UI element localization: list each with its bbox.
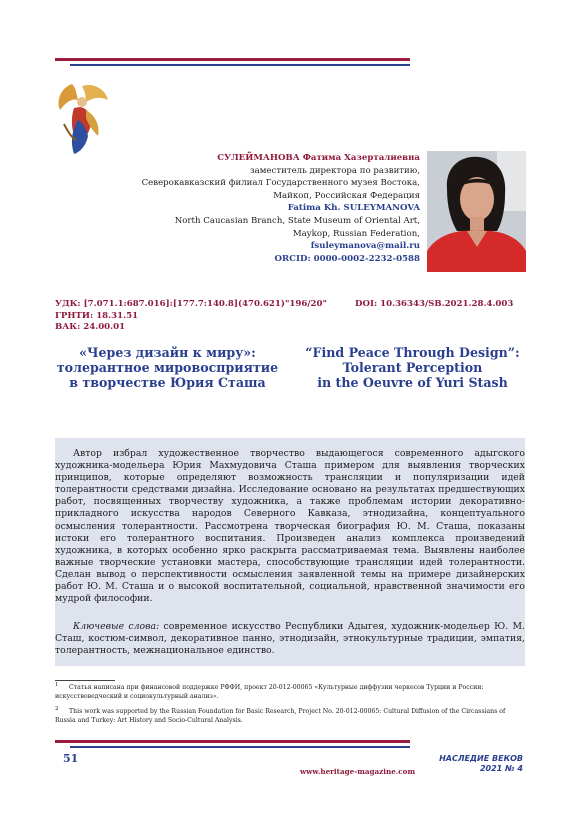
abstract <box>55 448 525 605</box>
footnote-text: This work was supported by the Russian Foundation for Basic Research, Project No. 20-012-00065: Cultural Diffusion of the Circassians of Russia and Turkey: Art History and Socio-Cultural Analysis. <box>55 708 506 724</box>
header-rule-blue <box>70 64 410 66</box>
journal-issue: 2021 № 4 <box>479 764 523 773</box>
footnote-divider <box>55 680 115 681</box>
article-title-ru <box>55 345 280 390</box>
vak-code: ВАК: 24.00.01 <box>55 322 126 332</box>
grnti-code: ГРНТИ: 18.31.51 <box>55 310 139 321</box>
footnote-text: Статья написана при финансовой поддержке РФФИ, проект 20-012-00065 «Культурные диффузии черкесов Турции и России: искусствоведческий и социокультурный анализ». <box>55 684 484 700</box>
title-en-line: “Find Peace Through Design”: <box>305 345 520 360</box>
keywords <box>55 621 525 657</box>
footer-rule-red <box>55 740 410 743</box>
author-org-ru: Северокавказский филиал Государственного музея Востока, <box>141 178 420 189</box>
site-link[interactable]: www.heritage-magazine.com <box>300 767 416 776</box>
keywords-text: современное искусство Республики Адыгея, художник-модельер Ю. М. Сташ, костюм-символ, декоративное панно, этнодизайн, этнокультурные традиции, эмпатия, толерантность, межнациональное единство. <box>55 621 525 657</box>
author-email-link[interactable]: fsuleymanova@mail.ru <box>310 241 420 252</box>
doi-code[interactable]: DOI: 10.36343/SB.2021.28.4.003 <box>355 299 514 309</box>
author-name-en: Fatima Kh. SULEYMANOVA <box>287 203 420 214</box>
journal-name <box>439 754 523 774</box>
title-en-line: in the Oeuvre of Yuri Stash <box>317 375 508 390</box>
page-number: 51 <box>63 752 79 765</box>
header-rule-red <box>55 58 410 61</box>
author-orcid[interactable]: ORCID: 0000-0002-2232-0588 <box>274 253 420 264</box>
author-name-ru: СУЛЕЙМАНОВА Фатима Хазерталиевна <box>217 153 420 163</box>
footnote-number: 2 <box>55 706 59 712</box>
angel-figure-icon <box>52 80 114 162</box>
udk-code: УДК: [7.071.1:687.016]:[177.7:140.8](470.621)"196/20" <box>55 299 327 309</box>
title-ru-line: в творчестве Юрия Сташа <box>69 375 266 390</box>
classification-codes <box>55 299 327 334</box>
article-title-en <box>300 345 525 390</box>
keywords-label: Ключевые слова: <box>73 621 160 632</box>
journal-title: НАСЛЕДИЕ ВЕКОВ <box>439 754 523 763</box>
author-city-ru: Майкоп, Российская Федерация <box>273 190 420 201</box>
footnote-2 <box>55 708 525 725</box>
abstract-text: Автор избрал художественное творчество выдающегося современного адыгского художника-модельера Юрия Махмудовича Сташа примером для выявления творческих принципов, которые определяют возможность трансляции и популяризации идей толерантности средствами дизайна. Исследование основано на результатах предшествующих работ, посвященных творчеству художника, а также проблемам истории декоративно-прикладного искусства народов Северного Кавказа, этнодизайна, концептуального осмысления толерантности. Рассмотрена творческая биография Ю. М. Сташа, показаны истоки его толерантного воспитания. Произведен анализ комплекса произведений художника, в которых особенно ярко раскрыта рассматриваемая тема. Выявлены наиболее важные творческие установки мастера, способствующие трансляции идей толерантности. Сделан вывод о перспективности осмысления заявленной темы на примере дизайнерских работ Ю. М. Сташа и о высокой воспитательной, социальной, нравственной значимости его мудрой философии. <box>55 448 525 605</box>
footer-rule-blue <box>70 746 410 748</box>
title-ru-line: толерантное мировосприятие <box>56 360 279 375</box>
author-org-en: North Caucasian Branch, State Museum of Oriental Art, <box>174 215 420 226</box>
author-position-ru: заместитель директора по развитию, <box>249 165 420 176</box>
title-en-line: Tolerant Perception <box>342 360 483 375</box>
author-info <box>120 152 420 265</box>
author-portrait <box>427 151 526 272</box>
author-city-en: Maykop, Russian Federation, <box>292 228 420 239</box>
footnote-1 <box>55 684 525 701</box>
title-ru-line: «Через дизайн к миру»: <box>79 345 256 360</box>
footnote-number: 1 <box>55 682 59 688</box>
